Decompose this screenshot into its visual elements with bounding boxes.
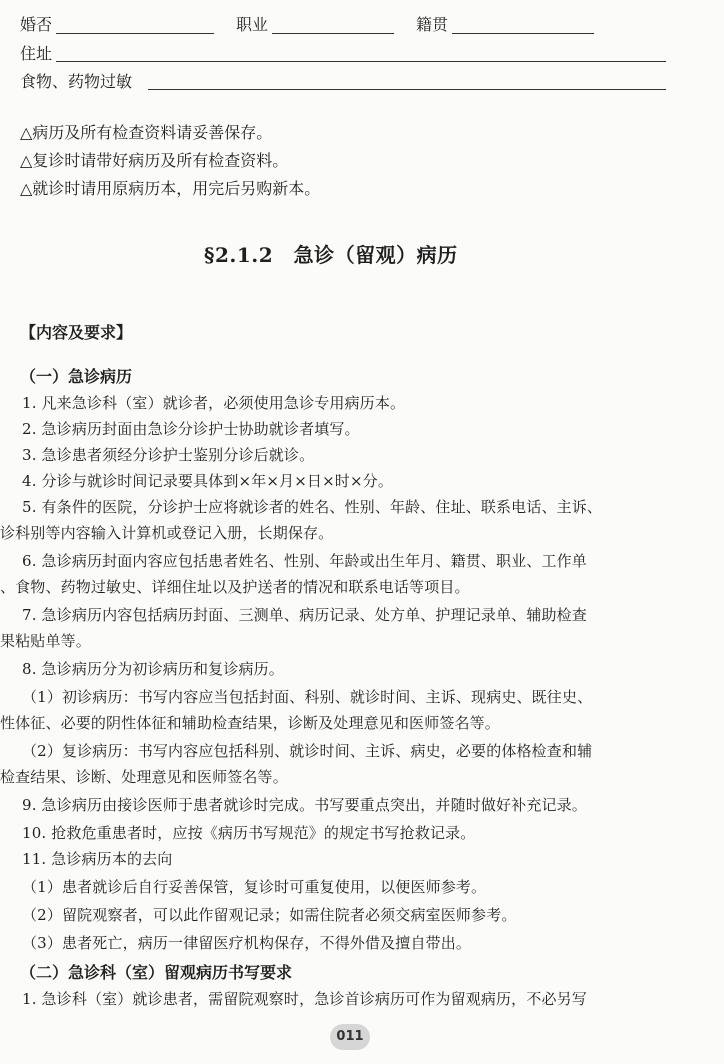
body-line: （1）患者就诊后自行妥善保管，复诊时可重复使用，以便医师参考。 xyxy=(22,878,487,896)
body-line: 、食物、药物过敏史、详细住址以及护送者的情况和联系电话等项目。 xyxy=(0,578,470,596)
note-3: △就诊时请用原病历本，用完后另购新本。 xyxy=(20,179,321,198)
page-number: 011 xyxy=(330,1024,370,1050)
marital-label: 婚否 xyxy=(20,15,53,34)
body-line: 9. 急诊病历由接诊医师于患者就诊时完成。书写要重点突出，并随时做好补充记录。 xyxy=(22,796,587,814)
section-title: §2.1.2 急诊（留观）病历 xyxy=(204,243,458,267)
body-line: 性体征、必要的阴性体征和辅助检查结果，诊断及处理意见和医师签名等。 xyxy=(0,714,500,732)
part2-heading: （二）急诊科（室）留观病历书写要求 xyxy=(20,963,293,982)
body-line: 8. 急诊病历分为初诊病历和复诊病历。 xyxy=(22,660,284,678)
body-line: （2）留院观察者，可以此作留观记录；如需住院者必须交病室医师参考。 xyxy=(22,906,517,924)
note-2: △复诊时请带好病历及所有检查资料。 xyxy=(20,151,289,170)
content-heading: 【内容及要求】 xyxy=(20,323,133,342)
marital-underline xyxy=(56,33,214,34)
native-place-underline xyxy=(452,33,594,34)
allergy-label: 食物、药物过敏 xyxy=(20,72,133,91)
body-line: 果粘贴单等。 xyxy=(0,632,91,650)
body-line: 2. 急诊病历封面由急诊分诊护士协助就诊者填写。 xyxy=(22,420,360,438)
part1-heading: （一）急诊病历 xyxy=(20,367,133,386)
occupation-label: 职业 xyxy=(236,15,269,34)
body-line: 4. 分诊与就诊时间记录要具体到×年×月×日×时×分。 xyxy=(22,472,393,490)
body-line: （3）患者死亡，病历一律留医疗机构保存，不得外借及擅自带出。 xyxy=(22,934,472,952)
body-line: 6. 急诊病历封面内容应包括患者姓名、性别、年龄或出生年月、籍贯、职业、工作单 xyxy=(22,552,587,570)
body-line: 10. 抢救危重患者时，应按《病历书写规范》的规定书写抢救记录。 xyxy=(22,824,476,842)
note-1: △病历及所有检查资料请妥善保存。 xyxy=(20,123,273,142)
address-underline xyxy=(56,61,666,62)
body-line: 3. 急诊患者须经分诊护士鉴别分诊后就诊。 xyxy=(22,446,315,464)
body-line: 7. 急诊病历内容包括病历封面、三测单、病历记录、处方单、护理记录单、辅助检查 xyxy=(22,606,587,624)
body-line: （2）复诊病历：书写内容应包括科别、就诊时间、主诉、病史，必要的体格检查和辅 xyxy=(22,742,593,760)
body-line: 11. 急诊病历本的去向 xyxy=(22,850,173,868)
allergy-underline xyxy=(148,89,666,90)
body-line: 检查结果、诊断、处理意见和医师签名等。 xyxy=(0,768,288,786)
native-place-label: 籍贯 xyxy=(416,15,449,34)
body-line: 5. 有条件的医院，分诊护士应将就诊者的姓名、性别、年龄、住址、联系电话、主诉、 xyxy=(22,498,603,516)
address-label: 住址 xyxy=(20,44,53,63)
occupation-underline xyxy=(272,33,394,34)
body-line: （1）初诊病历：书写内容应当包括封面、科别、就诊时间、主诉、现病史、既往史、 xyxy=(22,688,593,706)
body-line: 诊科别等内容输入计算机或登记入册，长期保存。 xyxy=(0,524,334,542)
body-line: 1. 凡来急诊科（室）就诊者，必须使用急诊专用病历本。 xyxy=(22,394,406,412)
body-line: 1. 急诊科（室）就诊患者，需留院观察时，急诊首诊病历可作为留观病历，不必另写 xyxy=(22,990,587,1008)
